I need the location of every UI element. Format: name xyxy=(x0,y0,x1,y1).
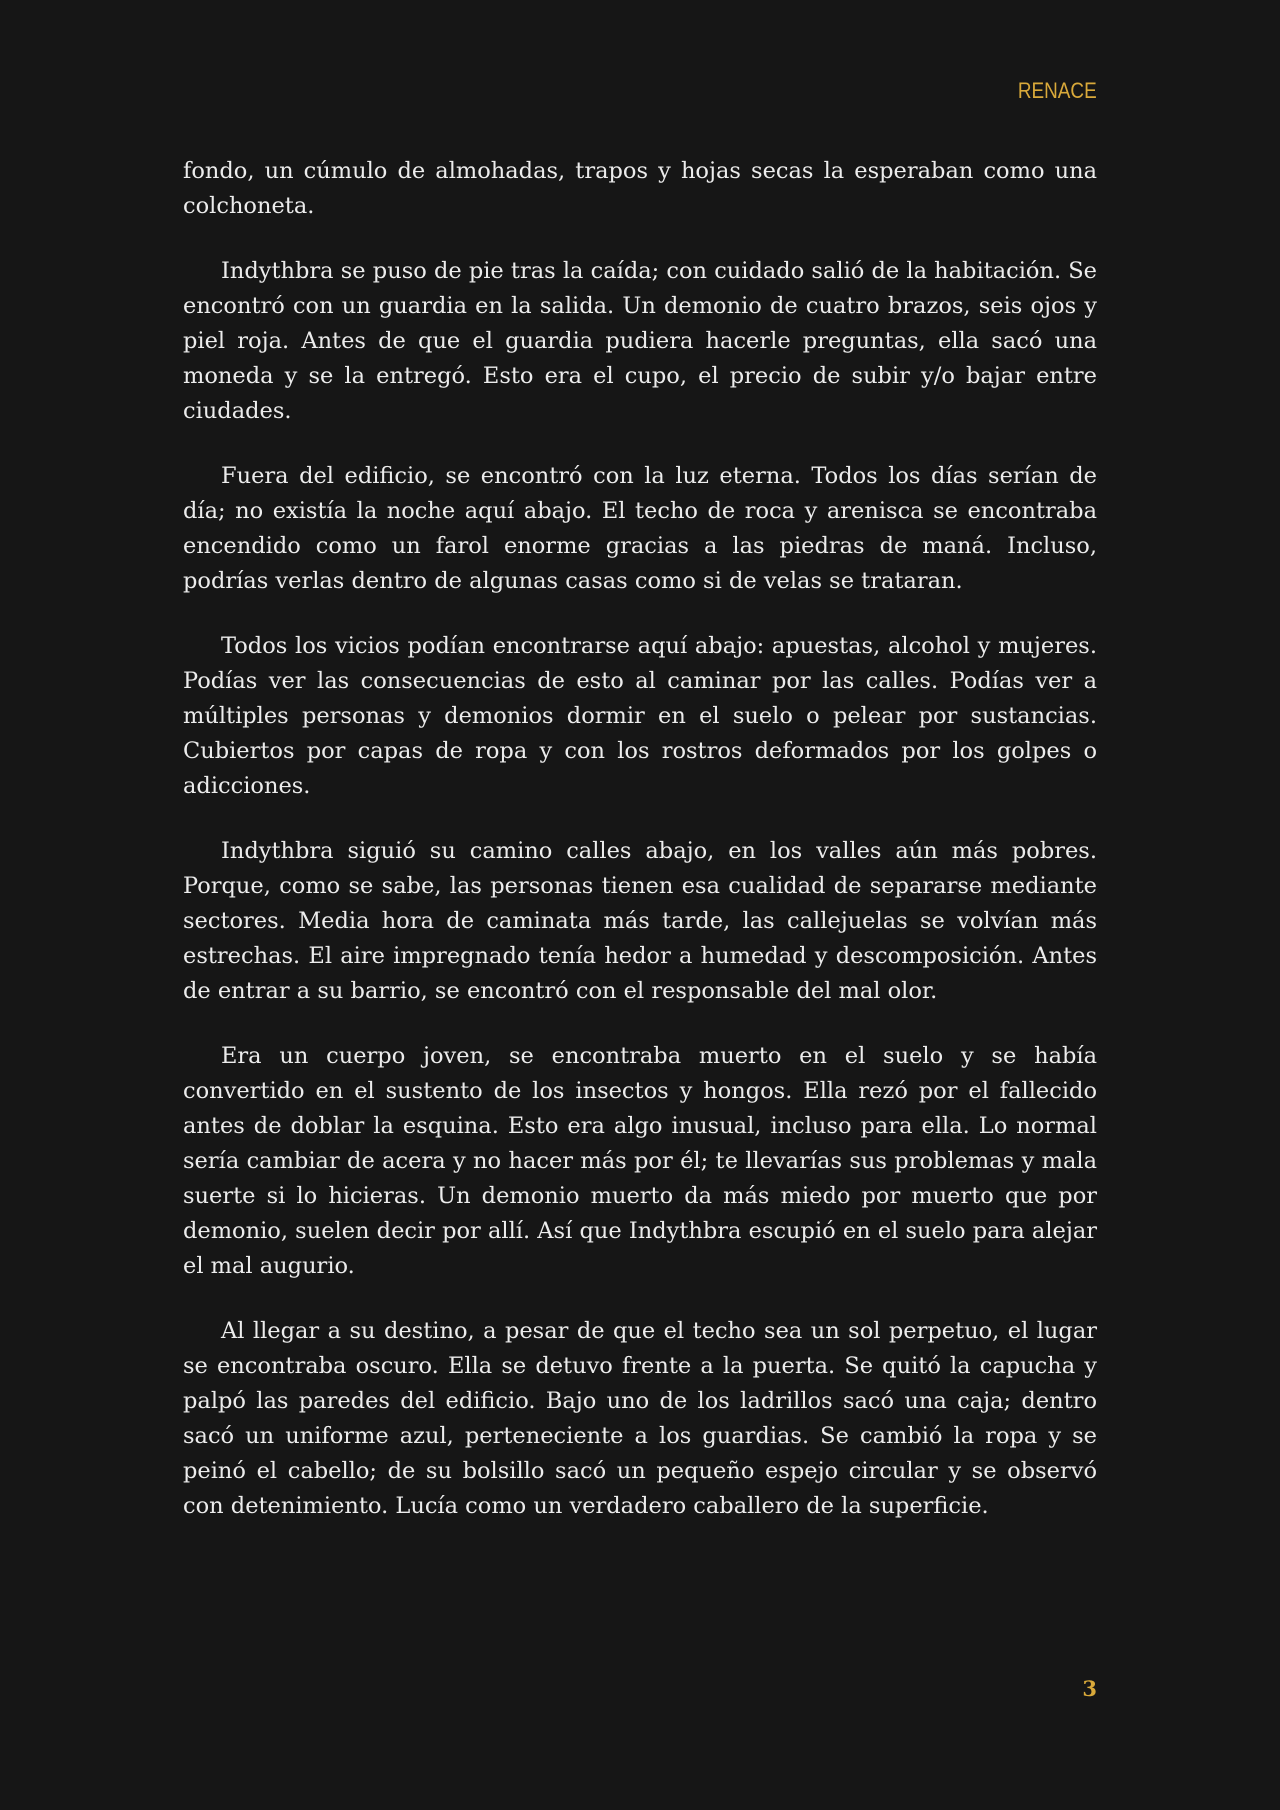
paragraph: Era un cuerpo joven, se encontraba muerto en el suelo y se había convertido en el sustento de los insectos y hongos. Ella rezó por el fallecido antes de doblar la esquina. Esto era algo inusual, incluso para ella. Lo normal sería cambiar de acera y no hacer más por él; te llevarías sus problemas y mala suerte si lo hicieras. Un demonio muerto da más miedo por muerto que por demonio, suelen decir por allí. Así que Indythbra escupió en el suelo para alejar el mal augurio. xyxy=(183,1043,1097,1279)
paragraph: Indythbra se puso de pie tras la caída; con cuidado salió de la habitación. Se encontró con un guardia en la salida. Un demonio de cuatro brazos, seis ojos y piel roja. Antes de que el guardia pudiera hacerle preguntas, ella sacó una moneda y se la entregó. Esto era el cupo, el precio de subir y/o bajar entre ciudades. xyxy=(183,258,1097,424)
body-text xyxy=(183,154,1097,1554)
paragraph: Fuera del edificio, se encontró con la luz eterna. Todos los días serían de día; no existía la noche aquí abajo. El techo de roca y arenisca se encontraba encendido como un farol enorme gracias a las piedras de maná. Incluso, podrías verlas dentro de algunas casas como si de velas se trataran. xyxy=(183,463,1097,594)
paragraph-continued: fondo, un cúmulo de almohadas, trapos y hojas secas la esperaban como una colchoneta. xyxy=(183,158,1097,219)
paragraph: Indythbra siguió su camino calles abajo, en los valles aún más pobres. Porque, como se sabe, las personas tienen esa cualidad de separarse mediante sectores. Media hora de caminata más tarde, las callejuelas se volvían más estrechas. El aire impregnado tenía hedor a humedad y descomposición. Antes de entrar a su barrio, se encontró con el responsable del mal olor. xyxy=(183,838,1097,1004)
paragraph: Todos los vicios podían encontrarse aquí abajo: apuestas, alcohol y mujeres. Podías ver las consecuencias de esto al caminar por las calles. Podías ver a múltiples personas y demonios dormir en el suelo o pelear por sustancias. Cubiertos por capas de ropa y con los rostros deformados por los golpes o adicciones. xyxy=(183,633,1097,799)
page-number: 3 xyxy=(1082,1676,1097,1701)
running-header-title: RENACE xyxy=(1018,78,1097,103)
paragraph: Al llegar a su destino, a pesar de que el techo sea un sol perpetuo, el lugar se encontraba oscuro. Ella se detuvo frente a la puerta. Se quitó la capucha y palpó las paredes del edificio. Bajo uno de los ladrillos sacó una caja; dentro sacó un uniforme azul, perteneciente a los guardias. Se cambió la ropa y se peinó el cabello; de su bolsillo sacó un pequeño espejo circular y se observó con detenimiento. Lucía como un verdadero caballero de la superficie. xyxy=(183,1318,1097,1519)
